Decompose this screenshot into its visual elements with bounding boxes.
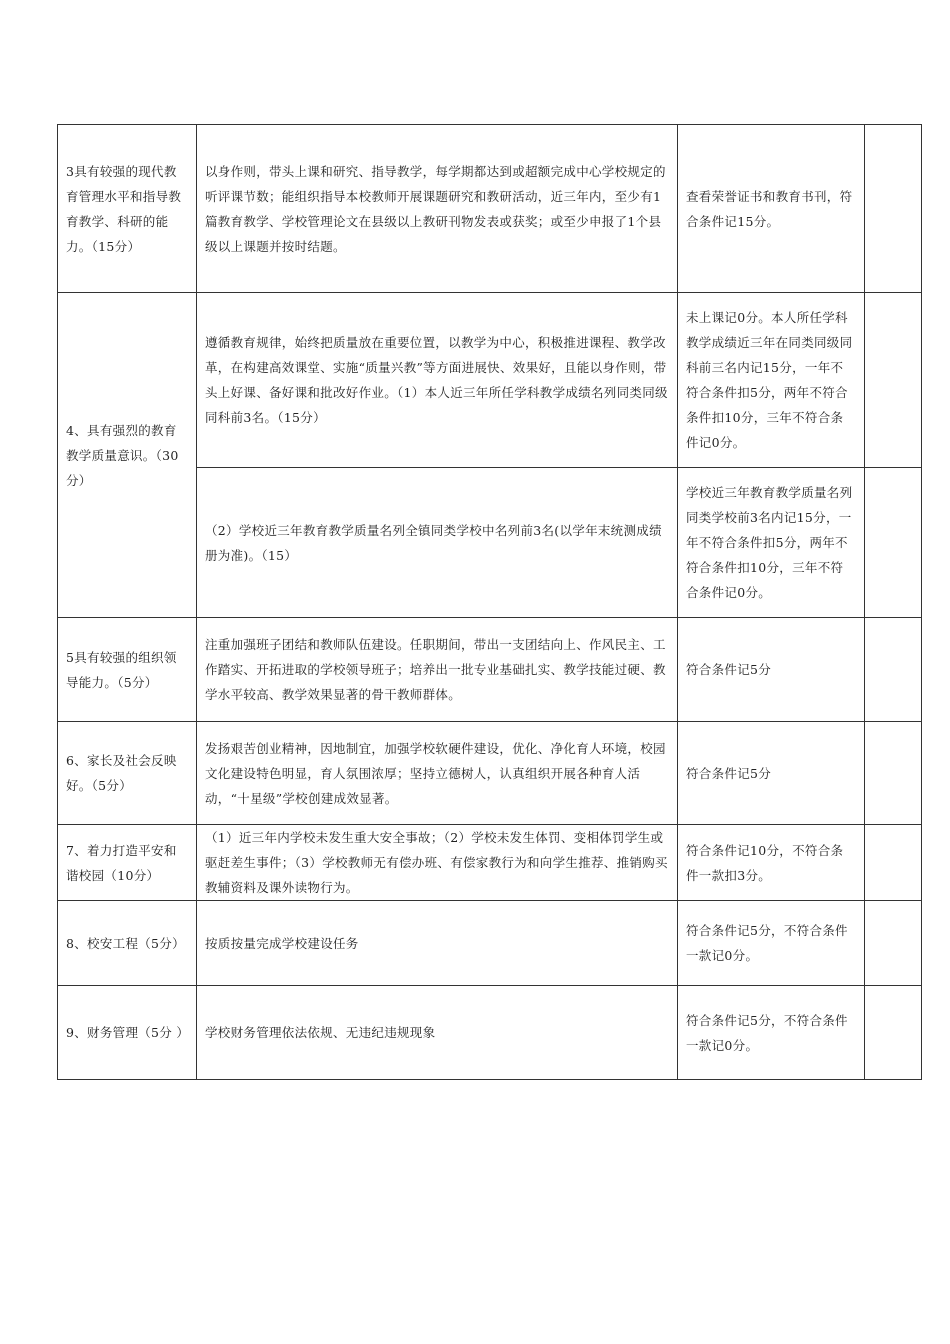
table-row [58,722,922,825]
standard-cell: 注重加强班子团结和教师队伍建设。任职期间，带出一支团结向上、作风民主、工作踏实、开拓进取的学校领导班子；培养出一批专业基础扎实、教学技能过硬、教学水平较高、教学效果显著的骨干教师群体。 [197,618,678,722]
scoring-cell: 符合条件记5分，不符合条件一款记0分。 [678,901,865,986]
table-row [58,618,922,722]
scoring-cell: 符合条件记5分，不符合条件一款记0分。 [678,986,865,1080]
table-row [58,825,922,901]
score-cell [865,618,922,722]
item-cell: 4、具有强烈的教育教学质量意识。（30分） [58,293,197,618]
score-cell [865,901,922,986]
standard-cell: 遵循教育规律，始终把质量放在重要位置，以教学为中心，积极推进课程、教学改革，在构建高效课堂、实施“质量兴教”等方面进展快、效果好，且能以身作则，带头上好课、备好课和批改好作业。（1）本人近三年所任学科教学成绩名列同类同级同科前3名。（15分） [197,293,678,468]
evaluation-table [57,124,922,1080]
scoring-cell: 查看荣誉证书和教育书刊，符合条件记15分。 [678,125,865,293]
score-cell [865,986,922,1080]
scoring-cell: 学校近三年教育教学质量名列同类学校前3名内记15分，一年不符合条件扣5分，两年不符合条件扣10分，三年不符合条件记0分。 [678,468,865,618]
standard-cell: （2）学校近三年教育教学质量名列全镇同类学校中名列前3名(以学年末统测成绩册为准)。（15） [197,468,678,618]
scoring-cell: 未上课记0分。本人所任学科教学成绩近三年在同类同级同科前三名内记15分，一年不符合条件扣5分，两年不符合条件扣10分，三年不符合条件记0分。 [678,293,865,468]
scoring-cell: 符合条件记10分，不符合条件一款扣3分。 [678,825,865,901]
score-cell [865,722,922,825]
item-cell: 7、着力打造平安和谐校园（10分） [58,825,197,901]
item-cell: 3具有较强的现代教育管理水平和指导教育教学、科研的能力。（15分） [58,125,197,293]
scoring-cell: 符合条件记5分 [678,618,865,722]
table-row [58,125,922,293]
standard-cell: （1）近三年内学校未发生重大安全事故；（2）学校未发生体罚、变相体罚学生或驱赶差生事件；（3）学校教师无有偿办班、有偿家教行为和向学生推荐、推销购买教辅资料及课外读物行为。 [197,825,678,901]
standard-cell: 学校财务管理依法依规、无违纪违规现象 [197,986,678,1080]
score-cell [865,293,922,468]
table-row [58,986,922,1080]
standard-cell: 发扬艰苦创业精神，因地制宜，加强学校软硬件建设，优化、净化育人环境，校园文化建设特色明显，育人氛围浓厚；坚持立德树人，认真组织开展各种育人活动，“十星级”学校创建成效显著。 [197,722,678,825]
item-cell: 5具有较强的组织领导能力。（5分） [58,618,197,722]
table-row [58,293,922,468]
scoring-cell: 符合条件记5分 [678,722,865,825]
score-cell [865,468,922,618]
item-cell: 9、财务管理（5分 ） [58,986,197,1080]
score-cell [865,125,922,293]
item-cell: 8、校安工程（5分） [58,901,197,986]
standard-cell: 按质按量完成学校建设任务 [197,901,678,986]
standard-cell: 以身作则，带头上课和研究、指导教学，每学期都达到或超额完成中心学校规定的听评课节数；能组织指导本校教师开展课题研究和教研活动，近三年内，至少有1篇教育教学、学校管理论文在县级以上教研刊物发表或获奖；或至少申报了1个县级以上课题并按时结题。 [197,125,678,293]
table-row [58,901,922,986]
item-cell: 6、家长及社会反映好。（5分） [58,722,197,825]
score-cell [865,825,922,901]
